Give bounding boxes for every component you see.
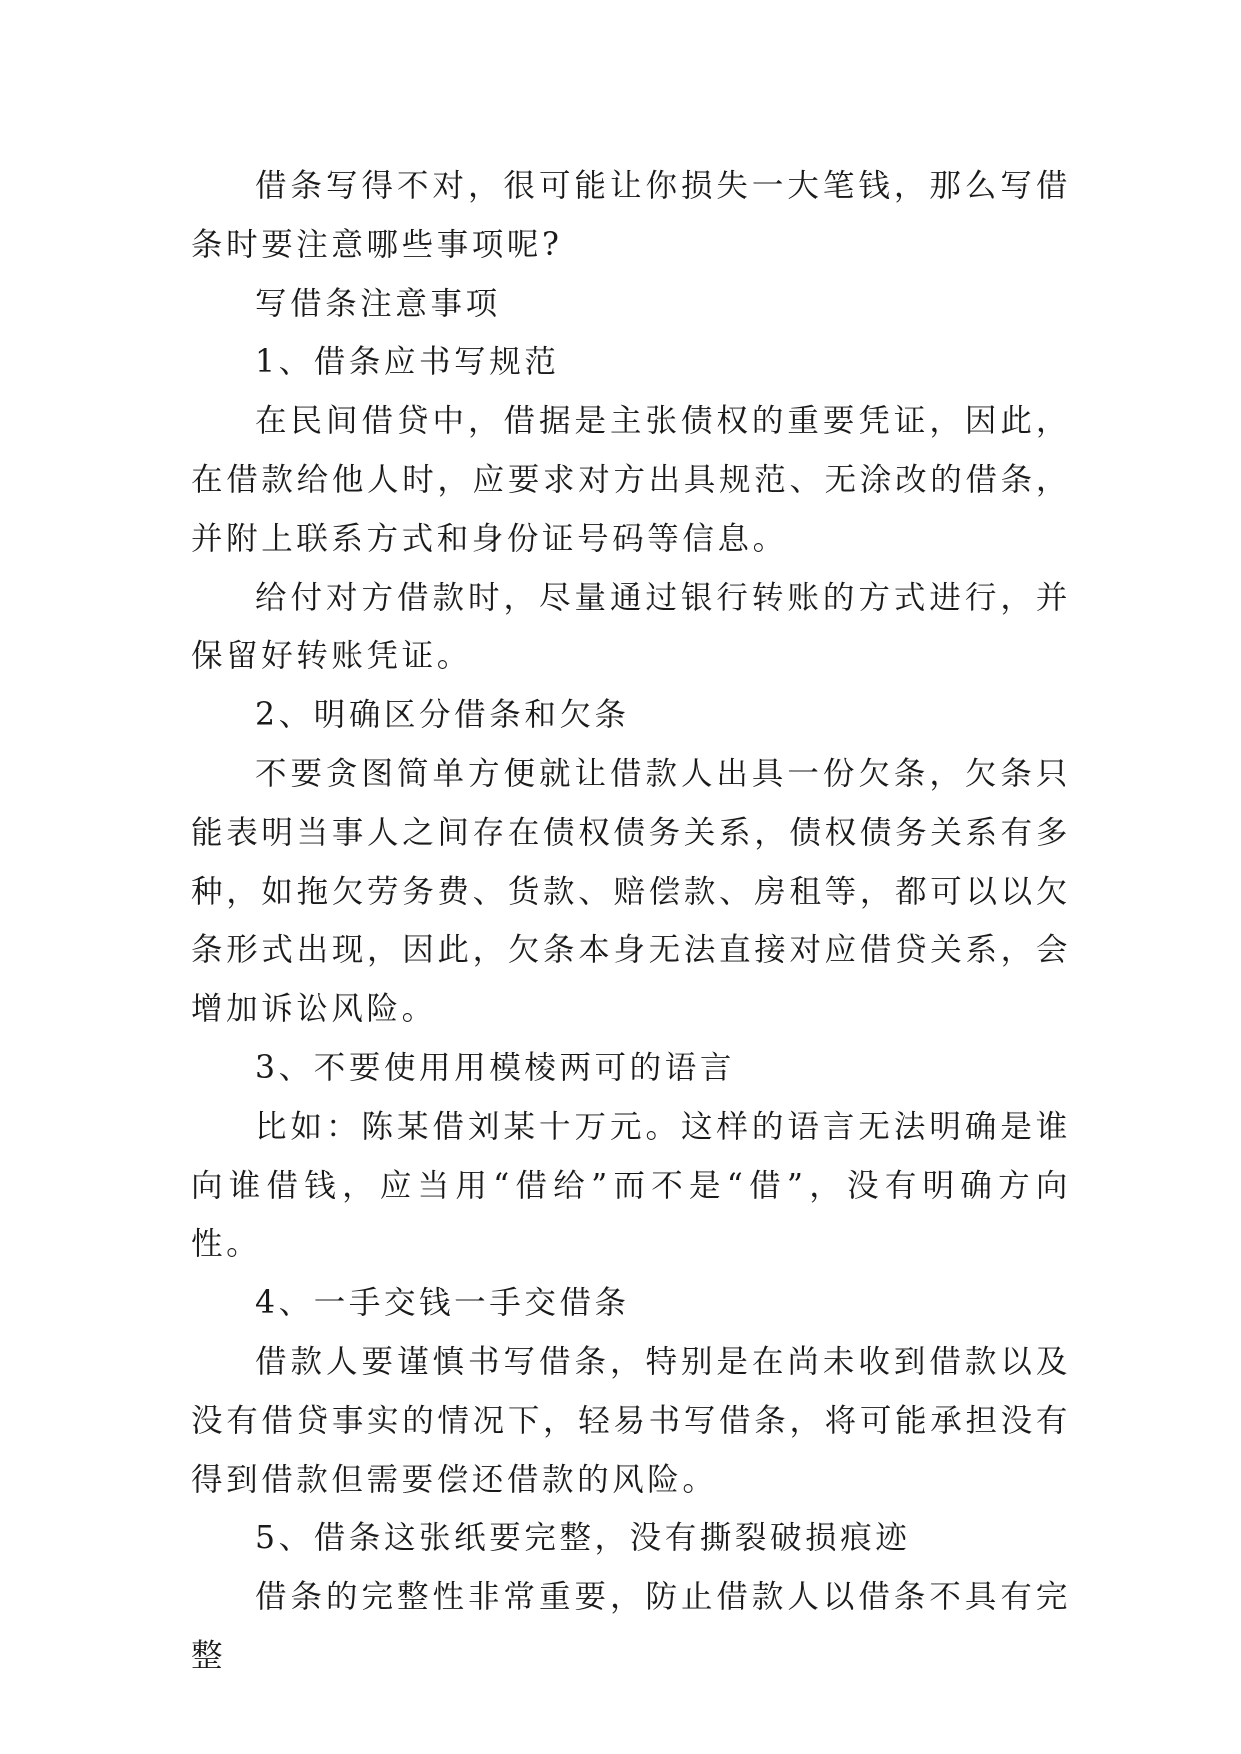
item-4-paragraph: 借款人要谨慎书写借条，特别是在尚未收到借款以及没有借贷事实的情况下，轻易书写借条，将可能承担没有得到借款但需要偿还借款的风险。 <box>191 1343 1071 1498</box>
item-heading-3: 3、不要使用用模棱两可的语言 <box>255 1049 735 1086</box>
item-1-paragraph-1: 在民间借贷中，借据是主张债权的重要凭证，因此，在借款给他人时，应要求对方出具规范、无涂改的借条，并附上联系方式和身份证号码等信息。 <box>191 403 1071 557</box>
item-heading-2: 2、明确区分借条和欠条 <box>255 697 630 734</box>
document-body <box>191 157 1071 1686</box>
item-1-paragraph-2: 给付对方借款时，尽量通过银行转账的方式进行，并保留好转账凭证。 <box>191 579 1071 675</box>
item-3-paragraph: 比如：陈某借刘某十万元。这样的语言无法明确是谁向谁借钱，应当用“借给”而不是“借”，没有明确方向性。 <box>191 1108 1071 1263</box>
item-heading-1: 1、借条应书写规范 <box>255 344 560 381</box>
section-title: 写借条注意事项 <box>255 285 501 322</box>
intro-paragraph: 借条写得不对，很可能让你损失一大笔钱，那么写借条时要注意哪些事项呢? <box>191 168 1071 263</box>
item-heading-5: 5、借条这张纸要完整，没有撕裂破损痕迹 <box>255 1520 911 1557</box>
item-2-paragraph: 不要贪图简单方便就让借款人出具一份欠条，欠条只能表明当事人之间存在债权债务关系，债权债务关系有多种，如拖欠劳务费、货款、赔偿款、房租等，都可以以欠条形式出现，因此，欠条本身无法直接对应借贷关系，会增加诉讼风险。 <box>191 755 1071 1028</box>
item-5-paragraph: 借条的完整性非常重要，防止借款人以借条不具有完整 <box>191 1579 1071 1674</box>
item-heading-4: 4、一手交钱一手交借条 <box>255 1285 630 1322</box>
